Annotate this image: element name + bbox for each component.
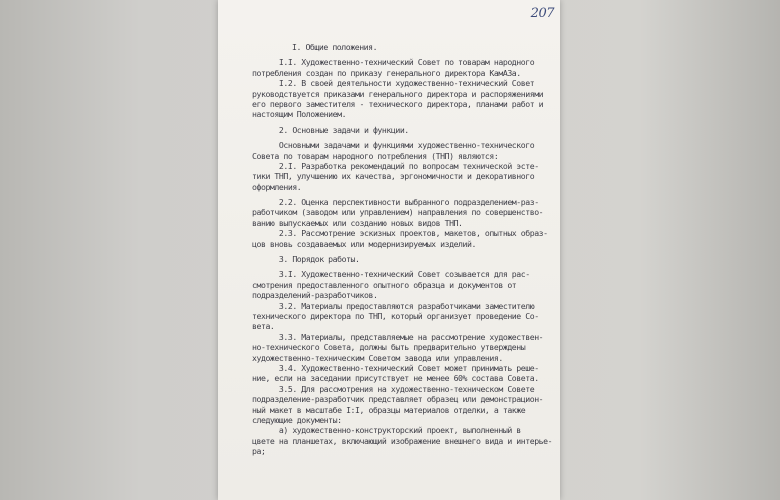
text-line: смотрения предоставленного опытного образца и документов от — [252, 279, 517, 290]
text-line: ние, если на заседании присутствует не менее 60% состава Совета. — [252, 373, 539, 384]
page-number: 207 — [530, 6, 554, 21]
text-line: Совета по товарам народного потребления (ТНП) являются: — [252, 150, 499, 161]
text-line: работчиком (заводом или управлением) направления по совершенство- — [252, 207, 544, 218]
text-line: подразделение-разработчик представляет образец или демонстрацион- — [252, 394, 544, 405]
text-line: художественно-техническим Советом завода или управления. — [252, 352, 503, 363]
text-line: 3.I. Художественно-технический Совет созывается для рас- — [252, 269, 530, 280]
text-line: ра; — [252, 446, 266, 457]
text-line: 2.2. Оценка перспективности выбранного подразделением-раз- — [252, 197, 539, 208]
text-line: I.I. Художественно-технический Совет по товарам народного — [252, 57, 535, 68]
text-line: вета. — [252, 321, 275, 332]
text-line: 3. Порядок работы. — [252, 254, 360, 265]
text-line: I.2. В своей деятельности художественно-технический Совет — [252, 78, 535, 89]
text-line: 3.2. Материалы предоставляются разработчиками заместителю — [252, 300, 535, 311]
text-line: 2.3. Рассмотрение эскизных проектов, макетов, опытных образ- — [252, 228, 548, 239]
text-line: оформления. — [252, 181, 302, 192]
text-line: технического директора по ТНП, который организует проведение Со- — [252, 310, 539, 321]
text-line: потребления создан по приказу генерального директора КамАЗа. — [252, 67, 521, 78]
text-line: но-технического Совета, должны быть предварительно утверждены — [252, 342, 526, 353]
text-line: цвете на планшетах, включающий изображение внешнего вида и интерье- — [252, 435, 553, 446]
text-line: Основными задачами и функциями художественно-технического — [252, 140, 535, 151]
text-line: следующие документы: — [252, 414, 342, 425]
text-line: его первого заместителя - технического директора, планами работ и — [252, 98, 544, 109]
text-line: 3.3. Материалы, представляемые на рассмотрение художествен- — [252, 331, 544, 342]
document-page — [218, 0, 560, 500]
text-line: I. Общие положения. — [292, 42, 378, 52]
document-body — [252, 42, 552, 456]
text-line: руководствуется приказами генерального директора и распоряжениями — [252, 88, 544, 99]
text-line: ный макет в масштабе I:I, образцы материалов отделки, а также — [252, 404, 526, 415]
text-line: подразделений-разработчиков. — [252, 290, 378, 301]
text-line: 3.5. Для рассмотрения на художественно-техническом Совете — [252, 383, 535, 394]
text-line: а) художественно-конструкторский проект, выполненный в — [252, 425, 521, 436]
text-line: настоящим Положением. — [252, 109, 347, 120]
text-line: 3.4. Художественно-технический Совет может принимать реше- — [252, 362, 539, 373]
text-line: 2.I. Разработка рекомендаций по вопросам технической эсте- — [252, 160, 539, 171]
text-line: тики ТНП, улучшению их качества, эргономичности и декоративного — [252, 171, 535, 182]
text-line: 2. Основные задачи и функции. — [252, 124, 409, 135]
text-line: цов вновь создаваемых или модернизируемых изделий. — [252, 238, 476, 249]
text-line: ванию выпускаемых или созданию новых видов ТНП. — [252, 217, 463, 228]
